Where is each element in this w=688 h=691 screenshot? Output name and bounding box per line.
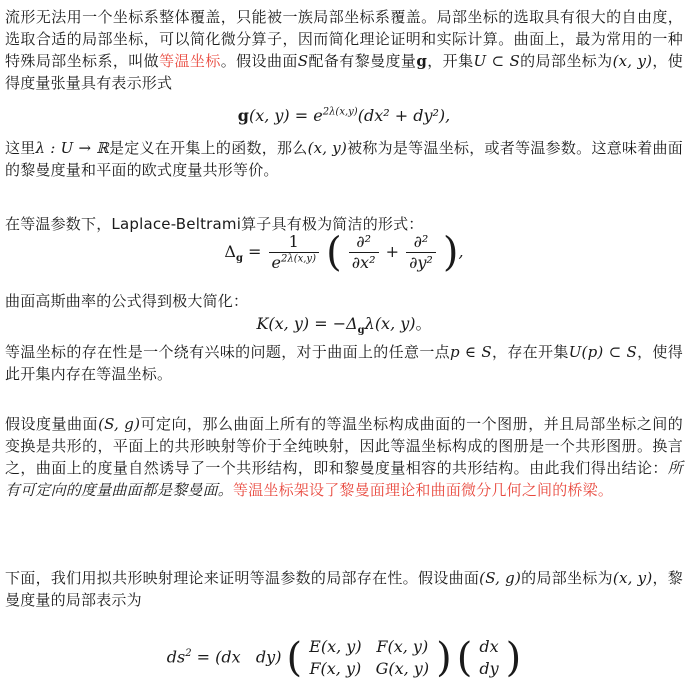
text: 配备有黎曼度量 <box>308 52 417 70</box>
eq4-column-vector <box>472 636 505 680</box>
text: ，使得度量张量具有表示形式 <box>5 52 684 92</box>
math-Sg: (S, g) <box>98 415 141 433</box>
eq4-row-vector: (dx dy) <box>215 647 282 667</box>
text: ，使得此开集内存在等温坐标。 <box>5 343 683 383</box>
eq4-lhs-exp: 2 <box>185 648 192 660</box>
eq2-den1-exp: 2λ(x,y) <box>281 253 316 265</box>
equation-line-element: $ds^2 = (dx$ dy) ( E(x, y) F(x, y) F(x, y) G(x, y) ) ( dx dy ) <box>166 635 522 681</box>
eq2-frac-1 <box>269 232 319 273</box>
eq2-den2: ∂x² <box>351 253 376 272</box>
eq3-end: 。 <box>415 314 432 333</box>
text: 这里 <box>5 139 36 157</box>
eq2-plus: + <box>385 242 399 261</box>
math-U-subset-S: U ⊂ S <box>473 52 520 70</box>
text: 下面，我们用拟共形映射理论来证明等温参数的局部存在性。假设曲面 <box>5 569 480 587</box>
matrix-F: F(x, y) <box>376 637 429 656</box>
math-Up-subset-S: U(p) ⊂ S <box>568 343 637 361</box>
vec-dx: dx <box>479 637 499 656</box>
text: 在等温参数下，Laplace-Beltrami算子具有极为简洁的形式： <box>5 215 424 233</box>
paragraph-intro <box>5 6 683 94</box>
eq4-equals: = <box>196 647 211 667</box>
text: 流形无法用一个坐标系整体覆盖，只能被一族局部坐标系覆盖。局部坐标的选取具有很大的自由度，选取合适的局部坐标，可以简化微分算子，因而简化理论证明和实际计算。曲面上，最为常用的一种特殊局部坐标系，叫做 <box>5 8 683 70</box>
eq4-lhs: ds <box>166 647 186 667</box>
eq2-num1: 1 <box>269 232 319 253</box>
eq2-frac-2 <box>349 232 379 273</box>
eq2-frac-3 <box>406 232 436 273</box>
highlight-bridge: 等温坐标架设了黎曼面理论和曲面微分几何之间的桥梁。 <box>233 481 614 499</box>
eq1-lhs: (x, y) = e <box>248 106 323 125</box>
equation-laplace-beltrami: $\Delta_g$ = $\frac{1}{e^{2\lambda(x,y)}}$ ( $\frac{\text{∂²}}{\text{∂x²}}$ + $\frac{\text{∂²}}{\text{∂y²}}$ ), <box>224 229 464 276</box>
eq1-exponent: 2λ(x,y) <box>322 106 358 118</box>
math-lambda: λ : U → ℝ <box>35 139 109 157</box>
text: 。假设曲面 <box>220 52 298 70</box>
equation-metric <box>0 106 688 125</box>
text: 的局部坐标为 <box>519 52 613 70</box>
conclusion-italic: 所有可定向的度量曲面都是黎曼面。 <box>5 459 683 499</box>
paragraph-gauss-curvature <box>5 290 683 312</box>
text: ，黎曼度量的局部表示为 <box>5 569 683 609</box>
math-xy: (x, y) <box>612 569 653 587</box>
eq2-num2: ∂² <box>349 232 379 253</box>
text: 被称为是等温坐标，或者等温参数。这意味着曲面的黎曼度量和平面的欧式度量共形等价。 <box>5 139 684 179</box>
eq2-num3: ∂² <box>406 232 436 253</box>
isothermal-coordinates-link[interactable]: 等温坐标 <box>159 52 221 70</box>
eq2-equals: = <box>248 242 262 261</box>
text: 假设度量曲面 <box>5 415 99 433</box>
eq2-tail: , <box>458 242 464 261</box>
paragraph-existence <box>5 341 683 385</box>
paragraph-isothermal-def <box>5 137 683 181</box>
text: 等温坐标的存在性是一个绕有兴味的问题，对于曲面上的任意一点 <box>5 343 451 361</box>
eq2-den3: ∂y² <box>409 253 433 272</box>
matrix-F: F(x, y) <box>309 659 362 678</box>
eq3-text: K(x, y) = −Δ <box>256 314 358 333</box>
text: 的局部坐标为 <box>521 569 613 587</box>
math-p-in-S: p ∈ S <box>450 343 492 361</box>
eq-g: g <box>237 106 249 125</box>
text: 可定向，那么曲面上所有的等温坐标构成曲面的一个图册，并且局部坐标之间的变换是共形的，平面上的共形映射等价于全纯映射，因此等温坐标构成的图册是一个共形图册。换言之，曲面上的度量自然诱导了一个共形结构，即和黎曼度量相容的共形结构。由此我们得出结论： <box>5 415 683 477</box>
eq3-sub-g: g <box>357 325 365 337</box>
math-xy: (x, y) <box>307 139 348 157</box>
matrix-E: E(x, y) <box>309 637 362 656</box>
text: 曲面高斯曲率的公式得到极大简化： <box>5 292 249 310</box>
matrix-G: G(x, y) <box>375 659 430 678</box>
math-xy: (x, y) <box>612 52 653 70</box>
eq2-den1: e <box>271 253 281 272</box>
eq2-sub-g: g <box>235 253 243 265</box>
eq3-tail: λ(x, y) <box>364 314 416 333</box>
text: ，存在开集 <box>491 343 569 361</box>
paragraph-proof-intro <box>5 567 683 611</box>
math-S: S <box>297 52 309 70</box>
eq1-rhs: (dx² + dy²), <box>357 106 451 125</box>
equation-curvature <box>0 311 688 337</box>
vec-dy: dy <box>479 659 499 678</box>
math-g: g <box>416 52 428 70</box>
paragraph-conformal-atlas <box>5 413 683 501</box>
text: 是定义在开集上的函数，那么 <box>108 139 308 157</box>
math-Sg: (S, g) <box>479 569 522 587</box>
eq4-matrix <box>302 636 436 680</box>
text: ，开集 <box>427 52 474 70</box>
eq2-delta: Δ <box>224 242 236 261</box>
